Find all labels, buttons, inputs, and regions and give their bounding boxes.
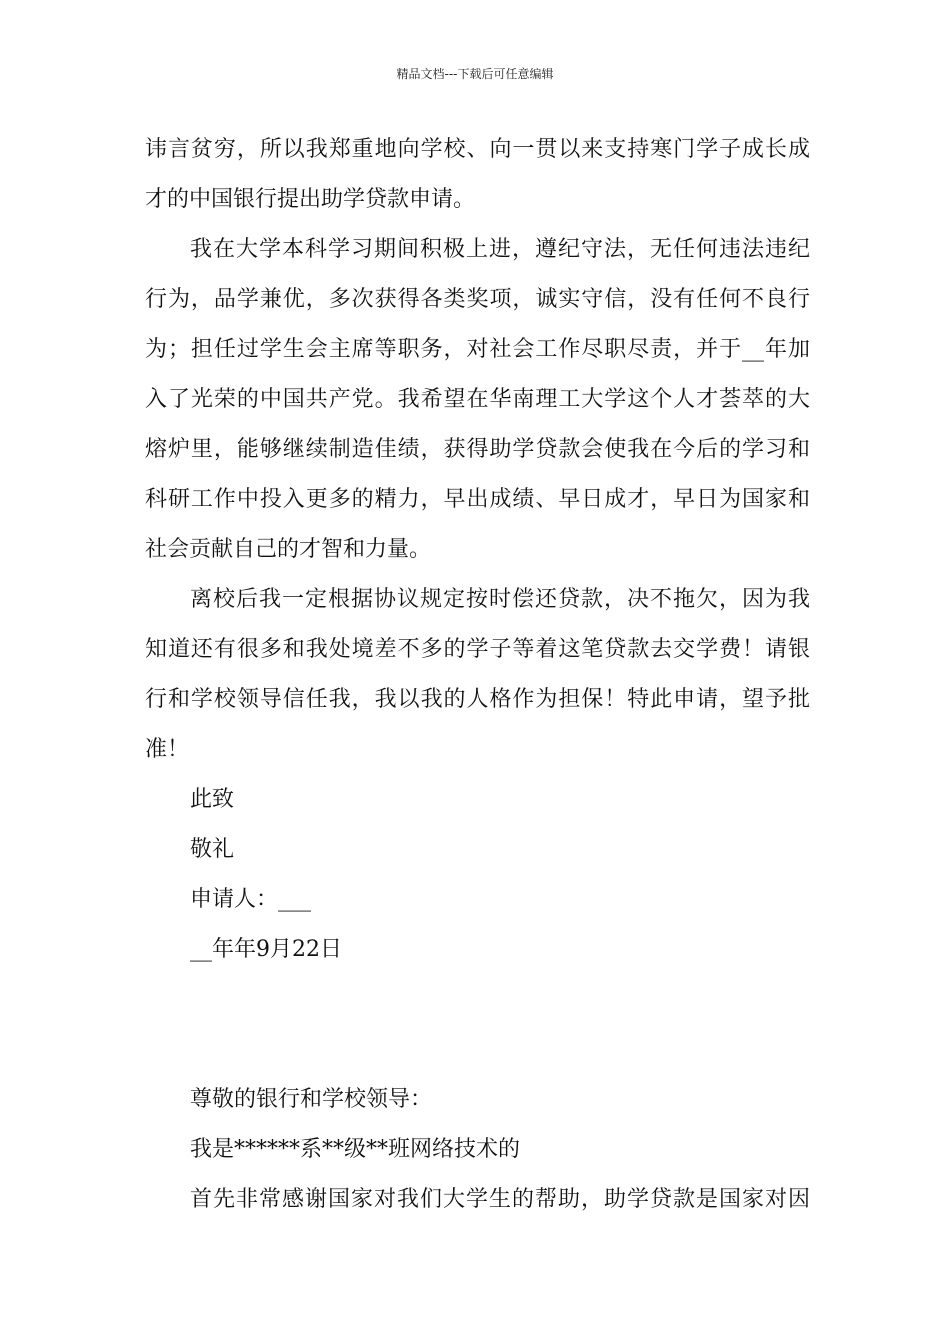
text-line-12: 行和学校领导信任我，我以我的人格作为担保！特此申请，望予批 [145,687,810,712]
applicant-signature: 申请人：___ [190,887,312,912]
text-line-3: 我在大学本科学习期间积极上进，遵纪守法，无任何违法违纪 [190,237,810,262]
application-date: __年年9月22日 [190,937,342,962]
text-line-9: 社会贡献自己的才智和力量。 [145,537,432,562]
text-line-5: 为；担任过学生会主席等职务，对社会工作尽职尽责，并于__年加 [145,337,810,362]
text-line-2: 才的中国银行提出助学贷款申请。 [145,187,476,212]
text-line-4: 行为，品学兼优，多次获得各类奖项，诚实守信，没有任何不良行 [145,287,810,312]
text-line-10: 离校后我一定根据协议规定按时偿还贷款，决不拖欠，因为我 [190,587,810,612]
text-line-6: 入了光荣的中国共产党。我希望在华南理工大学这个人才荟萃的大 [145,387,810,412]
text-line-13: 准！ [145,737,190,762]
letter-salutation: 尊敬的银行和学校领导： [190,1087,433,1112]
text-line-7: 熔炉里，能够继续制造佳绩，获得助学贷款会使我在今后的学习和 [145,437,810,462]
closing-greeting: 此致 [190,787,235,812]
text-line-8: 科研工作中投入更多的精力，早出成绩、早日成才，早日为国家和 [145,487,810,512]
text-line-11: 知道还有很多和我处境差不多的学子等着这笔贷款去交学费！请银 [145,637,810,662]
text-line-body: 首先非常感谢国家对我们大学生的帮助，助学贷款是国家对因 [190,1187,810,1212]
closing-salute: 敬礼 [190,837,235,862]
page-header: 精品文档---下载后可任意编辑 [396,67,554,81]
text-line-intro: 我是******系**级**班网络技术的 [190,1137,521,1162]
text-line-1: 讳言贫穷，所以我郑重地向学校、向一贯以来支持寒门学子成长成 [145,137,810,162]
